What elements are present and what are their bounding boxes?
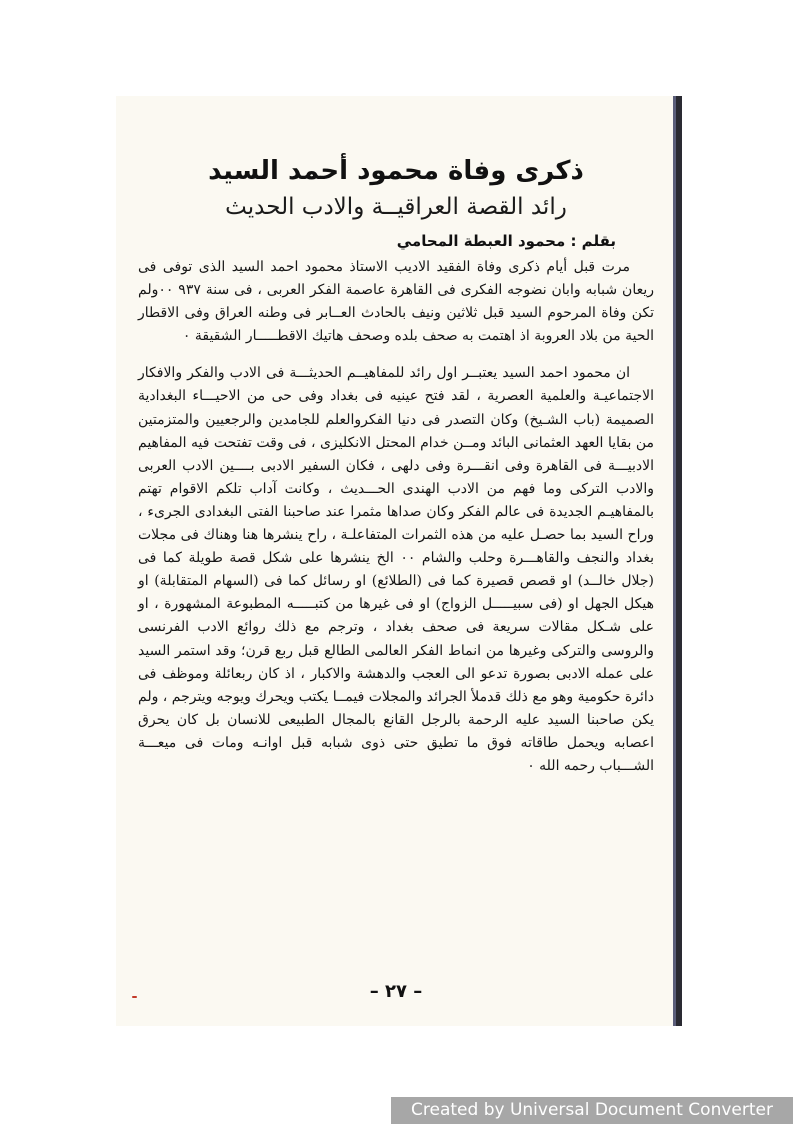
- article-title: ذكرى وفاة محمود أحمد السيد: [208, 156, 584, 186]
- page-binding-edge: [673, 96, 676, 1026]
- scanned-page: [116, 96, 682, 1026]
- page-number: – ٢٧ –: [369, 981, 423, 1002]
- article-subtitle: رائد القصة العراقيــة والادب الحديث: [225, 194, 567, 220]
- scan-speck: [132, 996, 137, 998]
- converter-watermark: Created by Universal Document Converter: [391, 1097, 793, 1124]
- article-byline: بقلم : محمود العبطة المحامي: [396, 232, 616, 250]
- article-paragraph: ان محمود احمد السيد يعتبــر اول رائد للمفاهيــم الحديثـــة فى الادب والفكر والافكار الاجتماعيـة والعلمية العصرية ، لقد فتح عينيه فى بغداد وفى حى من الاحيـــاء البغدادية الصميمة (باب الشـيخ) وكان التصدر فى دنيا الفكروالعلم للجامدين والرجعيين والمتزمتين من بقايا العهد العثمانى البائد ومــن خدام المحتل الانكليزى ، فى وقت تفتحت فيه المفاهيم الادبيـــة فى القاهرة وفى انقـــرة وفى دلهى ، فكان السفير الادبى بــــين الادب العربى والادب التركى وما فهم من الادب الهندى الحـــديث ، وكانت آداب تلكم الاقوام تهتم بالمفاهيـم الجديدة فى عالم الفكر وكان صداها مثمرا عند صاحبنا الفتى البغدادى الجرىء ، وراح السيد بما حصـل عليه من هذه الثمرات المتفاعلـة ، راح ينشرها هنا وهناك فى مجلات بغداد والنجف والقاهـــرة وحلب والشام ٠٠ الخ ينشرها على شكل قصة طويلة كما فى (جلال خالــد) او قصص قصيرة كما فى (الطلائع) او رسائل كما فى (السهام المتقابلة) او هيكل الجهل او (فى سبيـــــل الزواج) او فى غيرها من كتبـــــه المطبوعة المشهورة ، او على شـكل مقالات سريعة فى صحف بغداد ، وترجم مع ذلك روائع الادب الفرنسى والروسى والتركى وغيرها من انماط الفكر العالمى الطالع قبل ربع قرن؛ وقد استمر السيد على عمله الادبى بصورة تدعو الى العجب والدهشة والاكبار ، اذ كان ربعائلة وموظف فى دائرة حكومية وهو مع ذلك قدملأ الجرائد والمجلات فيمــا يكتب ويحرك ويوجه ويترجم ، ولم يكن صاحبنا السيد عليه الرحمة بالرجل القانع بالمجال الطبيعى للانسان بل كان يحرق اعصابه ويحمل طاقاته فوق ما تطيق حتى ذوى شبابه قبل اوانـه ومات فى ميعـــة الشـــباب رحمه الله ٠: [138, 365, 654, 774]
- article-body: [138, 256, 654, 778]
- article-paragraph: مرت قبل أيام ذكرى وفاة الفقيد الاديب الاستاذ محمود احمد السيد الذى توفى فى ريعان شبابه وابان نضوجه الفكرى فى القاهرة عاصمة الفكر العربى ، فى سنة ٩٣٧ ٠٠ولم تكن وفاة المرحوم السيد قبل ثلاثين ونيف بالحادث العــابر فى وطنه العراق وفى الاقطار الحية من بلاد العروبة اذ اهتمت به صحف بلده وصحف هاتيك الاقطـــــار الشقيقة ٠: [138, 259, 654, 345]
